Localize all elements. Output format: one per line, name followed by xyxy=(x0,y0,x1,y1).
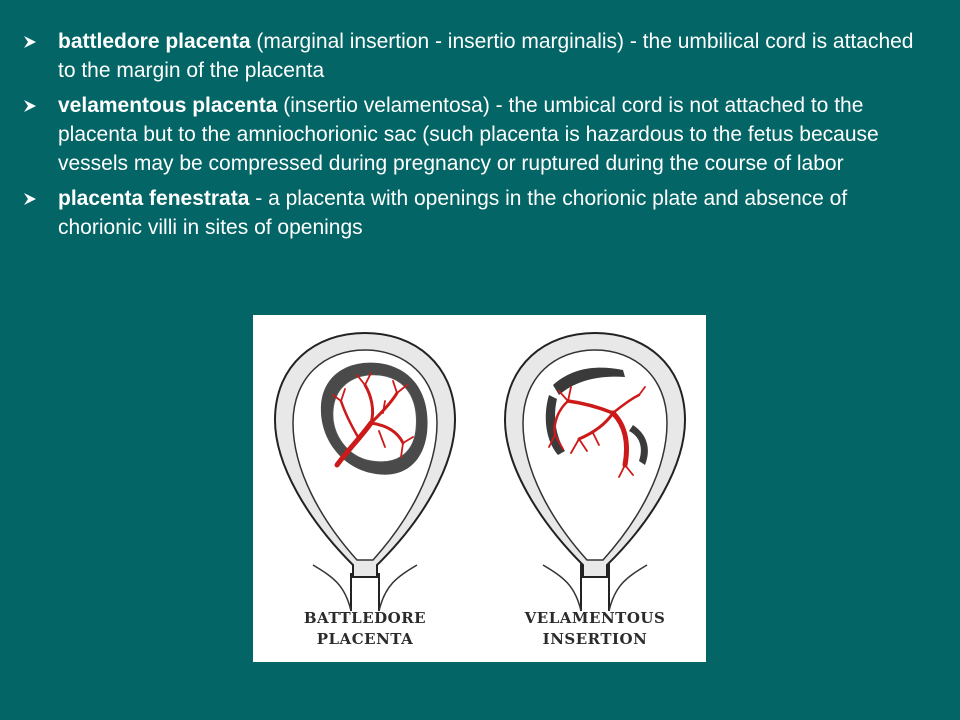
bullet-list xyxy=(22,27,922,248)
arrow-bullet-icon xyxy=(22,191,38,207)
placenta-illustration xyxy=(253,315,706,662)
bullet-velamentous xyxy=(22,91,922,178)
velamentous-diagram xyxy=(505,333,685,648)
battledore-caption-line2: PLACENTA xyxy=(316,630,414,648)
bullet-fenestrata xyxy=(22,184,922,242)
bullet-battledore xyxy=(22,27,922,85)
arrow-bullet-icon xyxy=(22,98,38,114)
velamentous-caption-line2: INSERTION xyxy=(542,630,648,648)
term-fenestrata: placenta fenestrata xyxy=(58,187,250,210)
desc-fenestrata: - a placenta with openings in the chorionic plate and absence of chorionic villi in sites of openings xyxy=(58,187,848,239)
battledore-caption-line1: BATTLEDORE xyxy=(303,609,427,627)
arrow-bullet-icon xyxy=(22,34,38,50)
term-battledore: battledore placenta xyxy=(58,30,251,53)
battledore-diagram xyxy=(275,333,455,648)
desc-battledore: (marginal insertion - insertio marginalis) - the umbilical cord is attached to the margin of the placenta xyxy=(58,30,914,82)
desc-velamentous: (insertio velamentosa) - the umbical cord is not attached to the placenta but to the amniochorionic sac (such placenta is hazardous to the fetus because vessels may be compressed during pregnancy or ruptured during the course of labor xyxy=(58,94,879,175)
velamentous-caption-line1: VELAMENTOUS xyxy=(524,609,666,627)
term-velamentous: velamentous placenta xyxy=(58,94,278,117)
